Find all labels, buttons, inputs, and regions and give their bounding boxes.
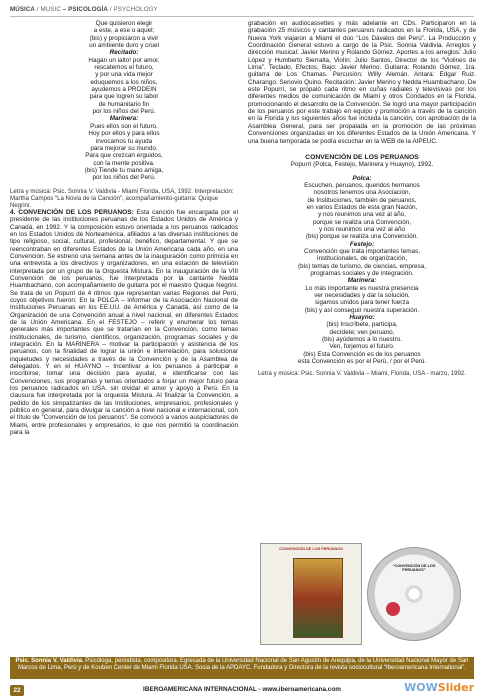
right-poem xyxy=(248,175,476,366)
header-section: MÚSICA xyxy=(10,6,36,13)
poem-line: (bis) Inscríbete, participa, xyxy=(326,321,398,329)
poem-line: (bis) Tiende tu mano amiga, xyxy=(84,166,164,174)
bio-name: Psic. Sonnia V. Valdivia. xyxy=(15,658,84,664)
poem-line: ayudemos a PRODEIN xyxy=(91,86,157,94)
poem-line: por los niños del Perú. xyxy=(92,174,156,182)
left-column xyxy=(10,20,238,437)
header-psychology: PSICOLOGÍA xyxy=(68,6,108,13)
poem-line: y nos reunimos una vez al año, xyxy=(318,211,406,219)
poem-line: (bis) ayúdemos a lo nuestro. xyxy=(321,336,403,344)
header-sep: / xyxy=(35,6,41,13)
header-music: MUSIC xyxy=(40,6,61,13)
poem-line: esta Convención es por el Perú, / por el Perú. xyxy=(297,358,427,366)
poem-line: Escuchen, peruanos, queridos hermanos xyxy=(304,181,420,189)
poem-line: Hagan un ialto! por amor, xyxy=(88,56,160,64)
poem-section-label: Festejo: xyxy=(349,240,375,248)
poem-line: Pues ellos son el futuro. xyxy=(90,122,158,130)
poem-line: (bis) temas de turismo, de ciencias, empresa, xyxy=(298,262,426,270)
left-body xyxy=(10,209,238,437)
poem-line: y por una vida mejor xyxy=(95,71,153,79)
poem-line: Que quisieron elegir xyxy=(95,20,153,27)
author-bio xyxy=(10,657,474,679)
poem-section-label: Marinera: xyxy=(109,115,139,123)
poem-line: (bis) y propiciaron a vivir xyxy=(89,34,159,42)
right-poem-caption: Letra y música: Psic. Sonnia V. Valdivia – Miami, Florida, USA - marzo, 1992. xyxy=(258,370,466,378)
header-sep: / xyxy=(107,6,114,13)
right-column xyxy=(248,20,476,378)
poem-line: Para que crezcan erguidos, xyxy=(85,152,163,160)
poem-line: con la mente positiva. xyxy=(93,159,155,167)
bio-text: Psicóloga, periodista, compositora. Egresada de la Universidad Nacional de San Agustín de Arequipa, de la Universidad Nacional Mayor de San Marcos de Lima, Perú y de Kouben Center de Miami Florida USA. Socia de la APDAYC. Fundadora y Directora de la revista sociocultural “Iberoamericana International”. xyxy=(17,658,469,672)
poem-line: Convención que trata importantes temas, xyxy=(303,247,420,255)
poem-line: y nos reunimos una vez al año xyxy=(318,225,406,233)
poem-line: Ven, forjemos el futuro. xyxy=(329,343,395,351)
cd-disc-title: “CONVENCIÓN DE LOS PERUANOS” xyxy=(392,564,436,573)
poem-line: en varios Estados de esta gran Nación, xyxy=(306,203,418,211)
poem-line: Lo más importante es nuestra presencia xyxy=(305,284,419,292)
poem-line: para mejorar su mundo. xyxy=(90,144,158,152)
header-sep: – xyxy=(60,6,69,13)
poem-line: decídete; ven peruano, xyxy=(329,328,395,336)
left-poem xyxy=(10,20,238,182)
page-number: 22 xyxy=(10,685,24,696)
poem-line: programas sociales y de integración. xyxy=(310,270,414,277)
poem-line: de Instituciones, también de peruanos, xyxy=(307,196,417,204)
song-title: CONVENCIÓN DE LOS PERUANOS xyxy=(305,153,419,161)
poem-line: para que logren su labor xyxy=(89,93,159,101)
poem-line: a este, a ese o aquel; xyxy=(93,27,155,35)
poem-line: Hoy por ellos y para ellos xyxy=(88,130,160,138)
cd-cover-image xyxy=(260,543,362,645)
poem-line: ver necesidades y dar la solución, xyxy=(314,292,410,300)
section-title: 4. CONVENCIÓN DE LOS PERUANOS: xyxy=(10,208,134,216)
poem-line: (bis) Esta Convención es de los peruanos xyxy=(303,350,421,358)
poem-line: un ambiente duro y cruel xyxy=(89,42,159,50)
poem-section-label: Marinera: xyxy=(347,277,377,285)
poem-line: institucionales, de organización, xyxy=(317,255,407,263)
cd-disc-image xyxy=(367,547,461,641)
page-footer xyxy=(10,681,474,697)
poem-section-label: Polca: xyxy=(352,174,372,182)
cd-cover-title: CONVENCIÓN DE LOS PERUANOS xyxy=(279,547,343,551)
right-body-text: grabación en audiocassettes y más adelante en CDs. Participaron en la grabación 25 músicos y cantantes peruanos radicados en la Florida, USA, y de Nueva York viajaron a Miami el dúo “Los Dávalos del Perú”. La Producción y Coordinación General estuvo a cargo de la Psic. Sonnia Valdivia. Arreglos y dirección musical: Javier Merino y Rolando Gómez. Aportes a los arreglos: Julio López y Humberto Sierralta, Violín: Julio Santos, Director de los “Violines de Lima”. Teclado, Efectos, Bajo: Javier Merino. Guitarra: Rolando Gómez, 1ra. guitarra de Los Chamas. Percusión: Willy Alemán. Antara: Edgar Ruiz. Charango: Senovio Quino. Recitación: Javier Merino y Nedda Huambachano. De este Popurrí, se propaló cada ritmo en cuñas radiales y televisivas por los diferentes medios de comunicación de Miami y otros Condados en la Florida, promocionando el desarrollo de la Convención. Se logró una mayor participación de los peruanos por este trabajo en equipo y promoción a través de la canción en la Florida y los siguientes años fue incluida la canción, con aprobación de la Asamblea General, para ser propalada en la promoción de las próximas Convenciones organizadas en los diferentes Estados de la Unión Americana. Y una buena temporada se podía escuchar en la WEB de la AIPEUC. xyxy=(248,20,476,145)
cd-cover-artwork xyxy=(293,558,343,638)
poem-line: invocamos tu ayuda xyxy=(95,137,153,145)
song-subtitle: Popurrí (Polca, Festejo, Marinera y Huayno), 1992. xyxy=(290,161,434,169)
poem-line: rescatemos el futuro, xyxy=(94,64,154,72)
cd-logo-icon xyxy=(386,602,400,616)
cd-images xyxy=(252,543,472,643)
header-psychology-en: PSYCHOLOGY xyxy=(113,6,158,13)
watermark-slider: Slider xyxy=(437,681,474,694)
poem-section-label: Huayno: xyxy=(349,314,375,322)
poem-section-label: Recitado: xyxy=(109,49,139,57)
poem-line: (bis) y así conseguir nuestra superación. xyxy=(304,306,420,314)
poem-line: nosotros tenemos una Asociación, xyxy=(313,189,411,197)
left-body-text: Esta canción fue encargada por el presidente de las instituciones peruanas de los Estados Unidos de América y Canadá, en 1992. Y la composición estuvo orientada a los peruanos radicados en los Estados Unidos de Norteamérica, afiliados a las diversas instituciones de tipo religioso, social, cultural, profesional, benéfico, departamental. Y que se reencontraban en diferentes Estados de la Unión Americana cada año, en una Convención. Se estrenó una semana antes de la inauguración como primicia en una entrevista a los directivos y organizadores, en una estación de televisión interpretada por un grupo de la Orquesta Mistura. En la inauguración de la VIII Convención de los peruanos, fue interpretada por la cantante Nedda Huambachano, con acompañamiento de guitarra por el maestro Quique Negrini. Se trata de un Popurrí de 4 ritmos que representan varias Regiones del Perú, cuyos objetivos fueron: En la POLCA – informar de la Asociación Nacional de Instituciones Peruanas en los EE.UU. de América y Canadá, así como de la Organización de una Convención anual a nivel nacional, en diferentes Estados de la Unión Americana. En el FESTEJO – referir y enumerar los temas generales más importantes que se tratarían en la Convención, como temas institucionales, de turismo, científicos, organización, programas sociales y de integración. En la MARINERA – motivar la participación y asistencia de los peruanos, con la finalidad de lograr la unión e interrelación, para solucionar inquietudes y necesidades a través de la Convención y de la Asamblea de delegados. Y en el HUAYNO – Incentivar a los peruanos a participar e inscribirse, tomar una decisión para ayudar, e identificarse con las Convenciones, sus programas y temas orientados a forjar un mejor futuro para los peruanos radicados en USA. sin olvidar el amor y apoyo a Perú. En la clausura fue interpretada por la orquesta Mistura. Al finalizar la Convención, a pedido de los simpatizantes de las Instituciones, empresarios, profesionales y público en general, para divulgar la canción a nivel nacional e internacional, con el título de “Convención de los peruanos”. Se convocó a varios auspiciadores de Miami, entre profesionales y empresarios, lo que nos permitió la coordinación para la xyxy=(10,208,238,437)
poem-line: por los niños del Perú. xyxy=(92,108,156,116)
left-poem-caption: Letra y música: Psic. Sonnia V. Valdivia - Miami Florida, USA, 1992. Interpretación: Martha Campos “La Novia de la Canción”, acompañamiento-guitarra: Quique Negrini. xyxy=(10,187,234,209)
poem-line: de humanitario fin xyxy=(98,100,150,108)
page-header xyxy=(10,6,474,17)
poem-line: sigamos unidos para tener fuerza xyxy=(314,299,410,307)
publication-name: IBEROAMERICANA INTERNACIONAL - www.iberoamericana.com xyxy=(143,686,341,693)
poem-line: eduquemos a los niños, xyxy=(90,78,158,86)
watermark-wow: WOW xyxy=(404,681,438,694)
poem-line: porque se realiza una Convención, xyxy=(312,218,412,226)
watermark-logo xyxy=(404,681,474,694)
poem-line: (bis) porque se realiza una Convención. xyxy=(305,233,419,241)
